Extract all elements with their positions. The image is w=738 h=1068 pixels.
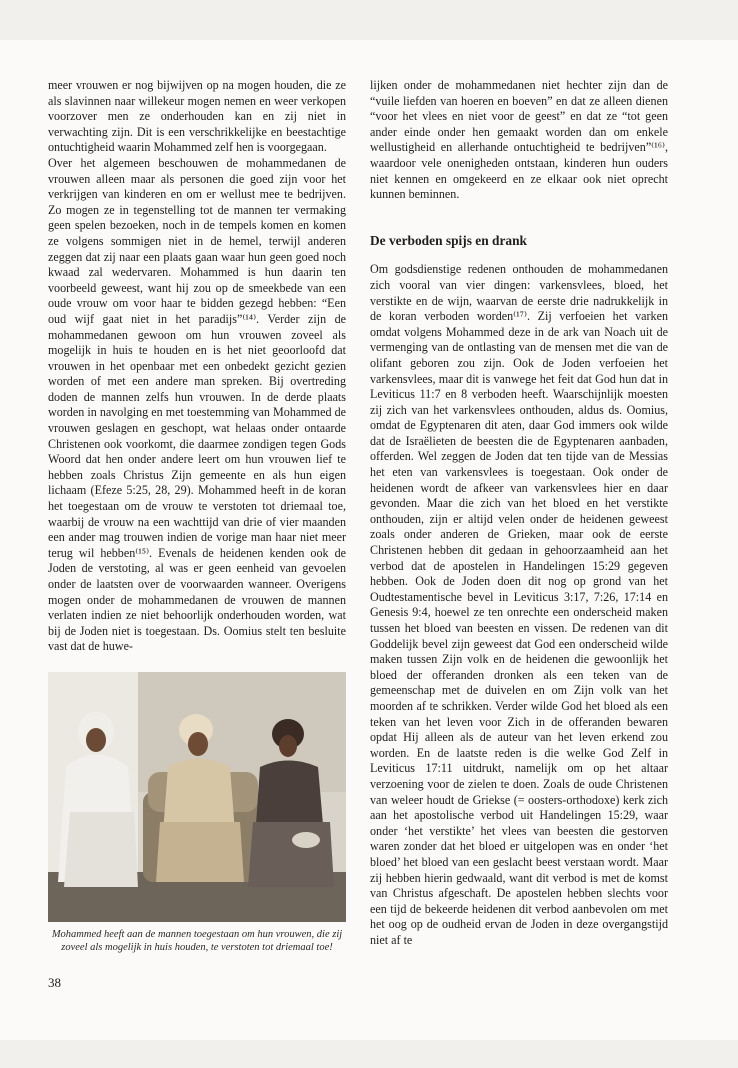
left-text-column [48,78,346,655]
photo-caption: Mohammed heeft aan de mannen toegestaan om hun vrouwen, die zij zoveel als mogelijk in huis houden, te verstoten tot driemaal toe! [51,929,343,953]
left-paragraph-2: Over het algemeen beschouwen de mohammedanen de vrouwen alleen maar als personen die goed zijn voor het verkrijgen van kinderen en om er wellust mee te bedrijven. Zo mogen ze in tegenstelling tot de mannen ter vermaking geen spelen bezoeken, noch in de tempels komen en komen ze volgens sommigen niet in de hemel, terwijl anderen zeggen dat zij naar een plaats gaan waar hun geen goed noch kwaad zal wedervaren. Mohammed is hun daarin ten voorbeeld geweest, want hij zou op de smeekbede van een oude vrouw om voor haar te bidden gezegd hebben: “Een oud wijf gaat niet in het paradijs”⁽¹⁴⁾. Verder zijn de mohammedanen gewoon om hun vrouwen zoveel als mogelijk in huis te houden en is het niet geoorloofd dat vrouwen in het openbaar met een onbedekt gezicht gezien worden of met een andere man spreken. Bij overtreding doden de mannen zelfs hun vrouwen. In de derde plaats worden in navolging en met toestemming van Mohammed de vrouwen geslagen en geschopt, wat helaas onder ontaarde Christenen ook voorkomt, die daarmee zondigen tegen Gods Woord dat hen onder andere leert om hun vrouwen lief te hebben zoals Christus Zijn gemeente en als hun eigen lichaam (Efeze 5:25, 28, 29). Mohammed heeft in de koran het toegestaan om de vrouw te verstoten tot driemaal toe, waarbij de vrouw na een wachttijd van drie of vier maanden een ander mag trouwen indien de vorige man haar niet meer terug wil hebben⁽¹⁵⁾. Evenals de heidenen kenden ook de Joden de verstoting, al was er geen eenheid van gevoelen onder de laatsten over de voorwaarden wanneer. Overigens mogen onder de mohammedanen de vrouwen de mannen verlaten indien ze niet behoorlijk onderhouden worden, wat bij de Joden niet is toegestaan. Ds. Oomius stelt ten besluite vast dat de huwe- [48,155,346,654]
top-scan-margin [0,0,738,40]
right-text-column [370,78,668,948]
section-heading: De verboden spijs en drank [370,232,527,248]
bottom-scan-margin [0,1040,738,1068]
right-paragraph-1: lijken onder de mohammedanen niet hechter zijn dan de “vuile liefden van hoeren en boeven” en dat ze alleen dienen “voor het vlees en niet voor de geest” en dat ze “tot geen ander einde onder hen gemaakt worden dan om enkele wellustigheid en allerhande ontuchtigheid te bedrijven”⁽¹⁶⁾, waardoor vele onenigheden ontstaan, kinderen hun ouders niet kennen en omgekeerd en ze elkaar ook niet oprecht kunnen beminnen. [370,78,668,202]
photo-three-women-knitting [48,672,346,922]
right-paragraph-2: Om godsdienstige redenen onthouden de mohammedanen zich vooral van vier dingen: varkensvlees, bloed, het verstikte en de wijn, waarvan de eerste drie nadrukkelijk in de koran verboden worden⁽¹⁷⁾. Zij verfoeien het varken omdat volgens Mohammed deze in de ark van Noach uit de vermenging van de ontlasting van de mensen met die van de olifant geboren zou zijn. Ook de Joden verfoeien het varkensvlees, maar dit is vanwege het feit dat God hun dat in Leviticus 11:7 en 8 verboden heeft. Waarschijnlijk moesten zij zich van het varkensvlees onthouden, aldus ds. Oomius, omdat de Egyptenaren dit aten, daar God immers ook wilde dat de Israëlieten de beesten die de Egyptenaren aanbaden, offerden. Wel zeggen de Joden dat ten tijde van de Messias het eten van varkensvlees is toegestaan. Ook onder de heidenen wordt de afkeer van varkensvlees hier en daar gevonden. Maar die zich van het bloed en het verstikte onthouden, zijn er altijd velen onder de heidenen geweest zoals onder anderen de Grieken, maar ook de eerste Christenen hebben dit gedaan in gehoorzaamheid aan het verbod dat de apostelen in Handelingen 15:29 gegeven hebben. Ook de Joden doen dit nog op grond van het Oudtestamentische bevel in Leviticus 3:17, 7:26, 17:14 en Genesis 9:4, hoewel ze ten onrechte een onderscheid maken tussen het bloed van beesten en vissen. De redenen van dit Goddelijk bevel zijn geweest dat God een onderscheid wilde maken tussen Zijn volk en de heidenen die gewoonlijk het bloed der offeranden dronken als een teken van de gemeenschap met de duivelen en om Zijn volk van het moorden af te schrikken. Verder wilde God het bloed als een teken van het leven voor Zich in de offeranden bewaren opdat Hij alleen als de auteur van het leven erkend zou worden. En de laatste reden is die welke God Zelf in Leviticus 17:11 uitdrukt, namelijk om op het altaar verzoening voor de zielen te doen. Zoals de oude Christenen van weleer houdt de Griekse (= oosters-orthodoxe) kerk zich aan het apostolische verbod uit Handelingen 15:29, waar onder ‘het verstikte’ het vlees van beesten die gestorven waren zonder dat het bloed er uitgelopen was en onder ‘het bloed’ het bloed van een geslacht beest verstaan wordt. Maar zij hebben hierin gedwaald, want dit verbod is met de komst van Christus afgeschaft. De apostelen hebben slechts voor een tijd de bekeerde heidenen dit verbod aanbevolen om met het oog op de oudheid ervan de Joden in deze overgangstijd niet af te [370,262,668,947]
page-number: 38 [48,975,61,990]
left-paragraph-1: meer vrouwen er nog bijwijven op na mogen houden, die ze als slavinnen naar willekeur mogen nemen en weer verkopen voorzover men ze onderhouden kan en zij niet in verwachting zijn. Dit is een verschrikkelijke en beestachtige ontuchtigheid waarin Mohammed zelf hen is voorgegaan. [48,78,346,155]
